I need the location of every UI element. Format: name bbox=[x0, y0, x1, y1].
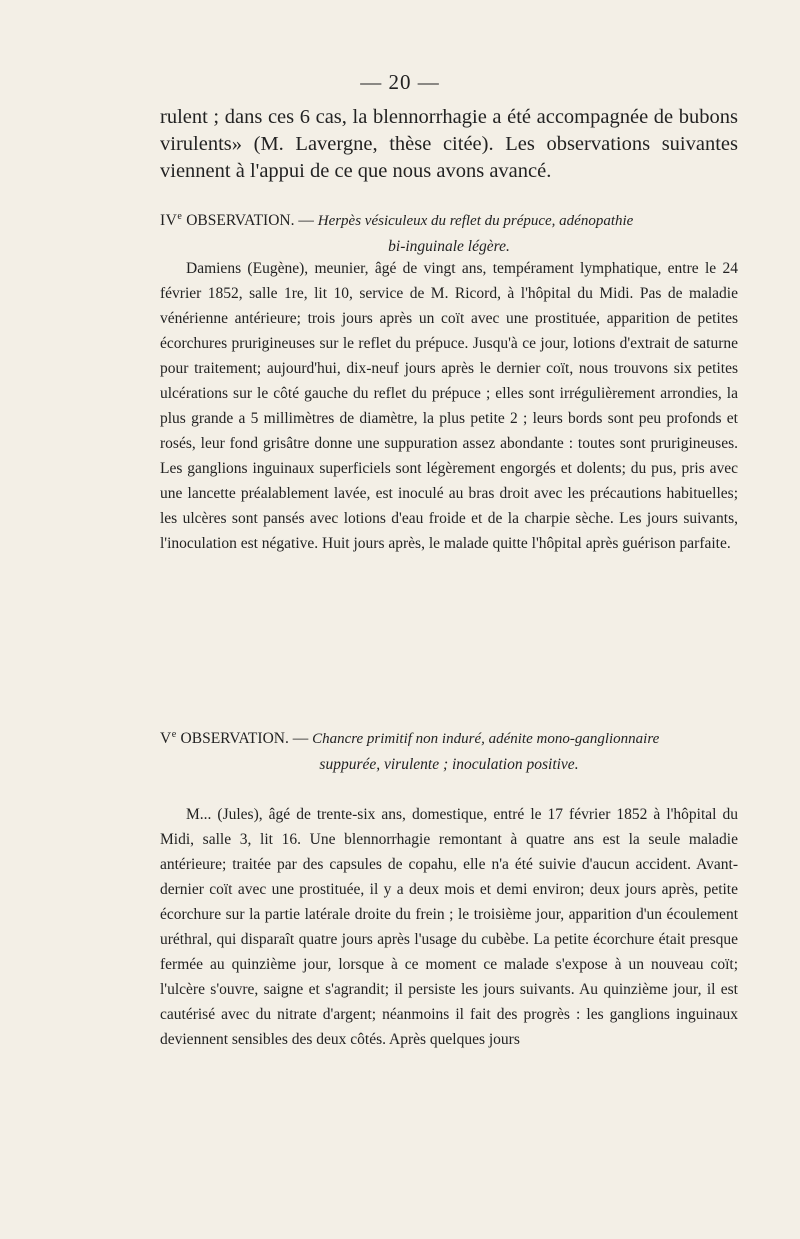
observation-5-label: OBSERVATION. — bbox=[176, 730, 313, 747]
observation-4-title: Herpès vésiculeux du reflet du prépuce, adénopathie bbox=[317, 213, 634, 229]
observation-5-text: M... (Jules), âgé de trente-six ans, domestique, entré le 17 février 1852 à l'hôpital du Midi, salle 3, lit 16. Une blennorrhagie remontant à quatre ans est la seule maladie antérieure; traitée par des capsules de copahu, elle n'a été suivie d'aucun accident. Avant-dernier coït avec une prostituée, il y a deux mois et demi environ; deux jours après, petite écorchure sur la partie latérale droite du frein ; le troisième jour, apparition d'un écoulement uréthral, qui disparaît quatre jours après l'usage du cubèbe. La petite écorchure était presque fermée au quinzième jour, lorsque à ce moment ce malade s'expose à un nouveau coït; l'ulcère s'ouvre, saigne et s'agrandit; il persiste les jours suivants. Au quinzième jour, il est cautérisé avec du nitrate d'argent; néanmoins il fait des progrès : les ganglions inguinaux deviennent sensibles des deux côtés. Après quelques jours bbox=[160, 806, 738, 1048]
observation-4-text: Damiens (Eugène), meunier, âgé de vingt ans, tempérament lymphatique, entre le 24 février 1852, salle 1re, lit 10, service de M. Ricord, à l'hôpital du Midi. Pas de maladie vénérienne antérieure; trois jours après un coït avec une prostituée, apparition de petites écorchures prurigineuses sur le reflet du prépuce. Jusqu'à ce jour, lotions d'extrait de saturne pour traitement; aujourd'hui, dix-neuf jours après le dernier coït, nous trouvons six petites ulcérations sur le côté gauche du reflet du prépuce ; elles sont irrégulièrement arrondies, la plus grande a 5 millimètres de diamètre, la plus petite 2 ; leurs bords sont peu profonds et rosés, leur fond grisâtre donne une suppuration assez abondante : toutes sont prurigineuses. Les ganglions inguinaux superficiels sont légèrement engorgés et dolents; du pus, pris avec une lancette préalablement lavée, est inoculé au bras droit avec les précautions habituelles; les ulcères sont pansés avec lotions d'eau froide et de la charpie sèche. Les jours suivants, l'inoculation est négative. Huit jours après, le malade quitte l'hôpital après guérison parfaite. bbox=[160, 260, 738, 552]
intro-paragraph: rulent ; dans ces 6 cas, la blennorrhagie a été accompagnée de bubons virulents» (M. Lavergne, thèse citée). Les observations suivantes viennent à l'appui de ce que nous avons avancé. bbox=[160, 106, 738, 182]
observation-4-label: OBSERVATION. — bbox=[182, 212, 318, 229]
observation-5-number: Ve bbox=[160, 728, 177, 747]
observation-4-heading bbox=[160, 210, 738, 257]
observation-4-number: IVe bbox=[160, 210, 183, 229]
page-number: — 20 — bbox=[360, 70, 440, 94]
observation-4-title-line2: bi-inguinale légère. bbox=[388, 238, 510, 255]
observation-5-title: Chancre primitif non induré, adénite mono-ganglionnaire bbox=[312, 731, 660, 747]
observation-5-title-line2: suppurée, virulente ; inoculation positive. bbox=[319, 756, 579, 773]
observation-5-heading bbox=[160, 728, 738, 775]
